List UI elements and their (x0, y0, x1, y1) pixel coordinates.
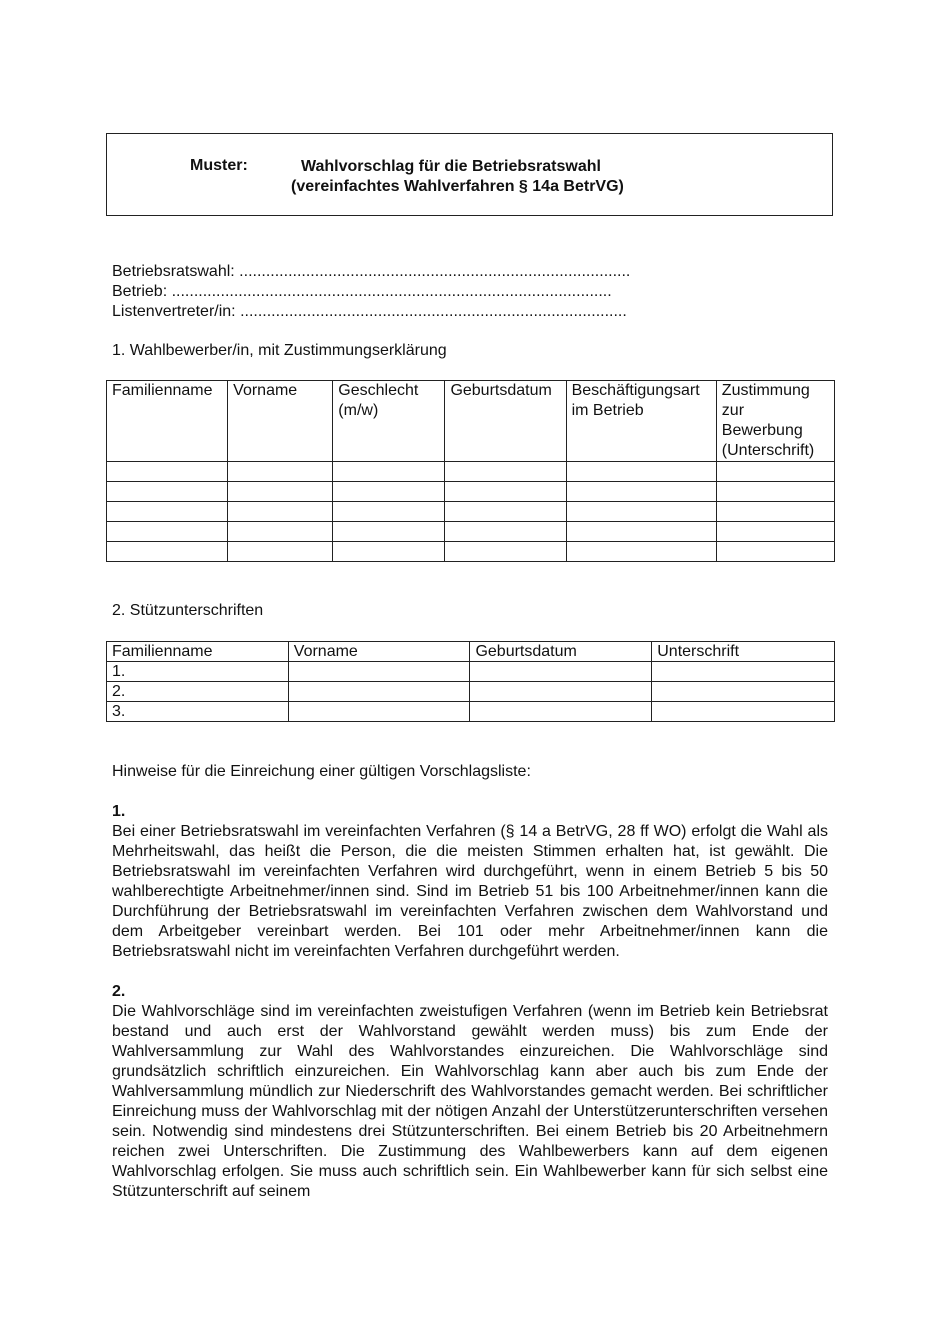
table-row (107, 662, 835, 682)
field-betriebsratswahl[interactable] (112, 262, 630, 282)
table-cell[interactable] (107, 522, 228, 542)
notes-section (112, 762, 828, 1202)
section1-heading: 1. Wahlbewerber/in, mit Zustimmungserklärung (112, 342, 447, 359)
field-listenvertreter[interactable] (112, 302, 630, 322)
table-cell[interactable] (228, 522, 333, 542)
table-row (107, 462, 835, 482)
column-header: Familienname (107, 381, 228, 462)
table-row (107, 502, 835, 522)
column-header: Vorname (228, 381, 333, 462)
table-cell[interactable] (470, 682, 652, 702)
note-number: 2. (112, 983, 126, 1000)
note-text: Bei einer Betriebsratswahl im vereinfachten Verfahren (§ 14 a BetrVG, 28 ff WO) erfolgt die Wahl als Mehrheitswahl, das heißt die Person, die die meisten Stimmen erhalten hat, ist gewählt. Die Betriebsratswahl im vereinfachten Verfahren wird durchgeführt, wenn in einem Betrieb 5 bis 50 wahlberechtigte Arbeitnehmer/innen sind. Sind im Betrieb 51 bis 100 Arbeitnehmer/innen kann die Durchführung der Betriebsratswahl im vereinfachten Verfahren zwischen dem Wahlvorstand und dem Arbeitgeber vereinbart werden. Bei 101 oder mehr Arbeitnehmer/innen kann die Betriebsratswahl nicht im vereinfachten Verfahren durchgeführt werden. (112, 823, 828, 960)
table-cell[interactable] (333, 482, 445, 502)
column-header: Beschäftigungsart im Betrieb (566, 381, 716, 462)
field-blank[interactable]: ........................................................................................ (239, 263, 631, 280)
section2-heading: 2. Stützunterschriften (112, 602, 264, 619)
table-cell[interactable] (566, 522, 716, 542)
table-cell[interactable] (470, 662, 652, 682)
table-cell[interactable] (716, 502, 834, 522)
table-cell[interactable] (445, 542, 566, 562)
column-header: Geburtsdatum (445, 381, 566, 462)
support-signatures-table (106, 641, 835, 722)
form-fields (112, 262, 630, 322)
document-subtitle: (vereinfachtes Wahlverfahren § 14a BetrVG) (291, 178, 624, 195)
form-label: Muster: (190, 157, 248, 174)
table-cell[interactable] (333, 522, 445, 542)
table-cell[interactable] (288, 662, 470, 682)
table-cell[interactable] (445, 482, 566, 502)
column-header: Geschlecht (m/w) (333, 381, 445, 462)
field-blank[interactable]: ....................................................................................... (240, 303, 627, 320)
table-cell[interactable] (288, 702, 470, 722)
table-cell[interactable] (716, 522, 834, 542)
table-cell[interactable] (566, 542, 716, 562)
column-header: Zustimmung zur Bewerbung (Unterschrift) (716, 381, 834, 462)
candidates-table (106, 380, 835, 562)
table-cell[interactable] (228, 502, 333, 522)
column-header: Vorname (288, 642, 470, 662)
table-cell[interactable] (228, 482, 333, 502)
note-text: Die Wahlvorschläge sind im vereinfachten zweistufigen Verfahren (wenn im Betrieb kein Betriebsrat bestand und auch erst der Wahlvorstand gewählt werden muss) bis zum Ende der Wahlversammlung zur Wahl des Wahlvorstandes einzureichen. Die Wahlvorschläge sind grundsätzlich schriftlich einzureichen. Ein Wahlvorschlag kann aber auch bis zum Ende der Wahlversammlung mündlich zur Niederschrift des Wahlvorstandes gemacht werden. Bei schriftlicher Einreichung muss der Wahlvorschlag mit der nötigen Anzahl der Unterstützerunterschriften versehen sein. Notwendig sind mindestens drei Stützunterschriften. Bei einem Betrieb bis 20 Arbeitnehmern reichen zwei Unterschriften. Die Zustimmung des Wahlbewerbers kann auf dem eigenen Wahlvorschlag erfolgen. Sie muss auch schriftlich sein. Ein Wahlbewerber kann für sich selbst eine Stützunterschrift auf seinem (112, 1003, 828, 1200)
table-cell[interactable] (333, 502, 445, 522)
table-row (107, 682, 835, 702)
table-cell[interactable] (566, 502, 716, 522)
table-cell[interactable] (716, 482, 834, 502)
column-header: Unterschrift (652, 642, 835, 662)
row-number[interactable]: 2. (107, 682, 289, 702)
table-cell[interactable] (333, 462, 445, 482)
table-cell[interactable] (228, 462, 333, 482)
table-header-row (107, 381, 835, 462)
table-cell[interactable] (716, 462, 834, 482)
table-row (107, 702, 835, 722)
table-cell[interactable] (566, 462, 716, 482)
table-row (107, 522, 835, 542)
field-label: Betrieb: (112, 283, 168, 300)
table-header-row (107, 642, 835, 662)
table-cell[interactable] (445, 462, 566, 482)
table-cell[interactable] (228, 542, 333, 562)
table-cell[interactable] (445, 502, 566, 522)
table-cell[interactable] (107, 482, 228, 502)
row-number[interactable]: 1. (107, 662, 289, 682)
notes-heading: Hinweise für die Einreichung einer gültigen Vorschlagsliste: (112, 763, 531, 780)
table-row (107, 542, 835, 562)
row-number[interactable]: 3. (107, 702, 289, 722)
table-row (107, 482, 835, 502)
table-cell[interactable] (445, 522, 566, 542)
table-cell[interactable] (652, 682, 835, 702)
table-cell[interactable] (107, 542, 228, 562)
table-cell[interactable] (333, 542, 445, 562)
field-blank[interactable]: ................................................................................................... (171, 283, 612, 300)
table-cell[interactable] (107, 462, 228, 482)
table-cell[interactable] (716, 542, 834, 562)
column-header: Geburtsdatum (470, 642, 652, 662)
title-box (106, 133, 833, 216)
field-label: Listenvertreter/in: (112, 303, 236, 320)
column-header: Familienname (107, 642, 289, 662)
field-betrieb[interactable] (112, 282, 630, 302)
document-title: Wahlvorschlag für die Betriebsratswahl (301, 158, 601, 175)
table-cell[interactable] (288, 682, 470, 702)
table-cell[interactable] (652, 702, 835, 722)
table-cell[interactable] (566, 482, 716, 502)
table-cell[interactable] (107, 502, 228, 522)
note-number: 1. (112, 803, 126, 820)
table-cell[interactable] (652, 662, 835, 682)
table-cell[interactable] (470, 702, 652, 722)
field-label: Betriebsratswahl: (112, 263, 235, 280)
